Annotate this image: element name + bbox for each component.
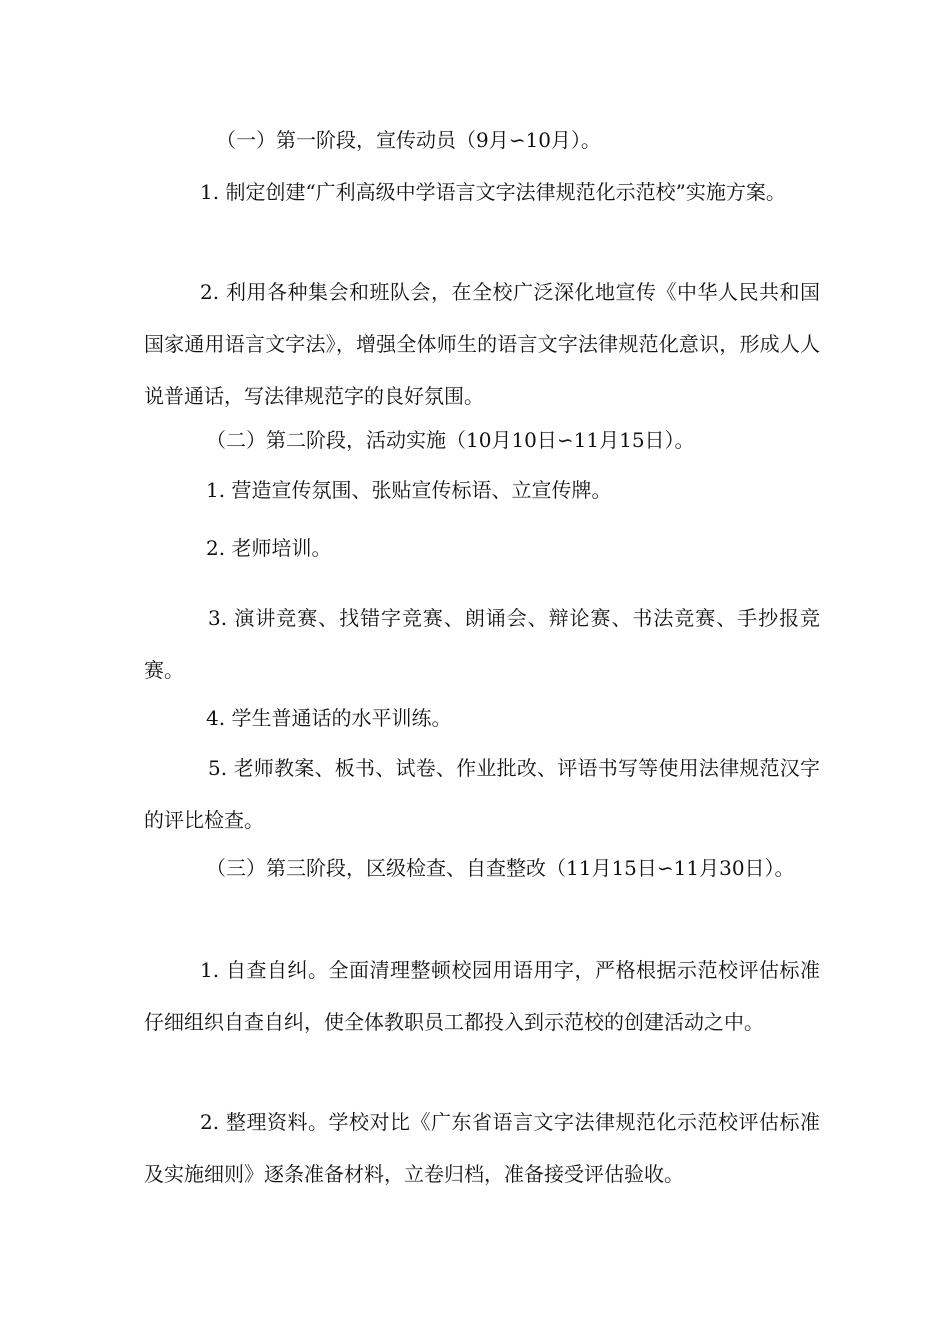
stage-three-item-1: 1. 自查自纠。全面清理整顿校园用语用字，严格根据示范校评估标准仔细组织自查自纠，使全体教职员工都投入到示范校的创建活动之中。 [144, 958, 820, 1034]
stage-one-item-1: 1. 制定创建“广利高级中学语言文字法律规范化示范校”实施方案。 [200, 180, 786, 204]
stage-two-item-1: 1. 营造宣传氛围、张贴宣传标语、立宣传牌。 [206, 478, 612, 502]
stage-three-item-2: 2. 整理资料。学校对比《广东省语言文字法律规范化示范校评估标准及实施细则》逐条准备材料，立卷归档，准备接受评估验收。 [144, 1110, 820, 1186]
stage-two-item-4: 4. 学生普通话的水平训练。 [206, 706, 452, 730]
stage-two-item-5: 5. 老师教案、板书、试卷、作业批改、评语书写等使用法律规范汉字的评比检查。 [144, 756, 820, 832]
stage-one-heading: （一）第一阶段，宣传动员（9月∽10月）。 [216, 128, 601, 152]
stage-two-heading: （二）第二阶段，活动实施（10月10日∽11月15日）。 [206, 428, 695, 452]
stage-one-item-2: 2. 利用各种集会和班队会，在全校广泛深化地宣传《中华人民共和国国家通用语言文字法》，增强全体师生的语言文字法律规范化意识，形成人人说普通话，写法律规范字的良好氛围。 [144, 280, 820, 408]
stage-two-item-3: 3. 演讲竞赛、找错字竞赛、朗诵会、辩论赛、书法竞赛、手抄报竞赛。 [144, 606, 820, 682]
stage-two-item-2: 2. 老师培训。 [206, 536, 332, 560]
stage-three-heading: （三）第三阶段，区级检查、自查整改（11月15日∽11月30日）。 [206, 856, 795, 880]
